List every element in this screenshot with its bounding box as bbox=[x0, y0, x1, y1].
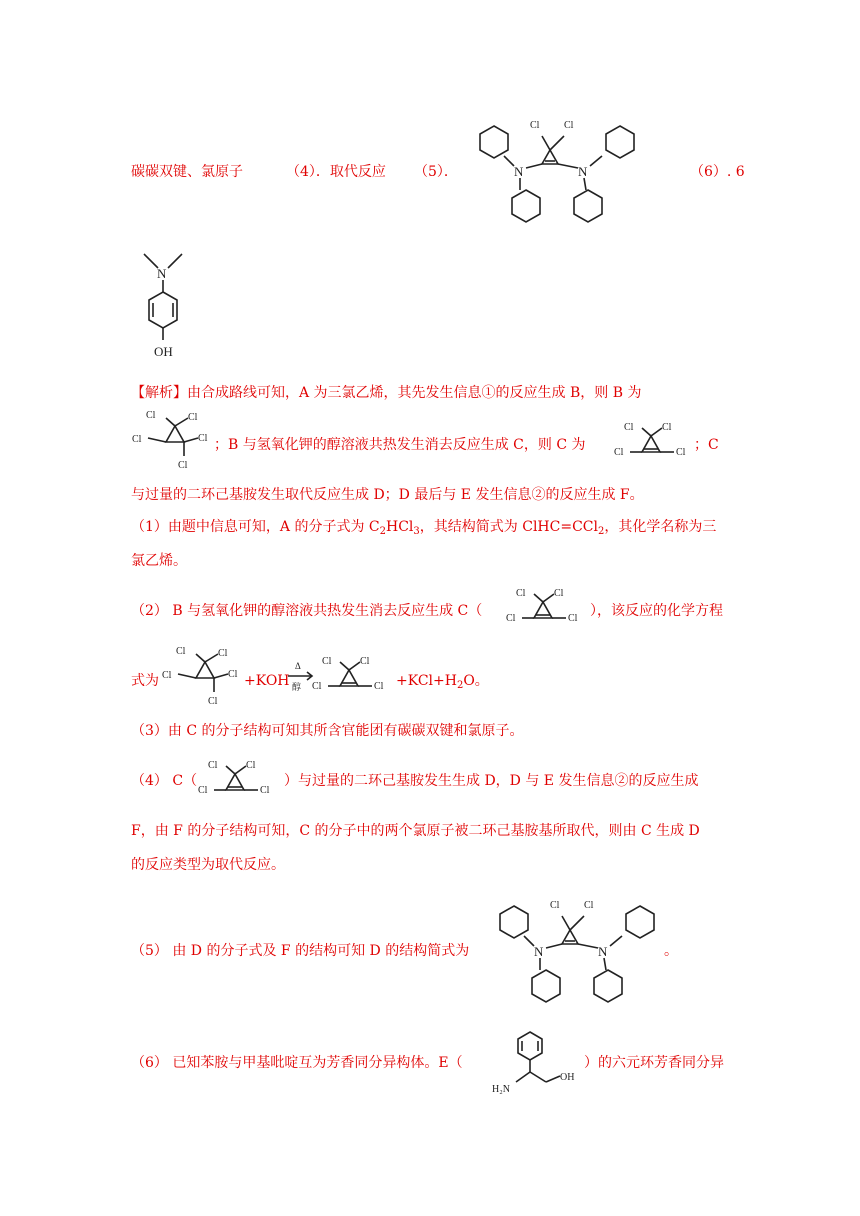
oh-label: OH bbox=[154, 344, 173, 359]
cl-label: Cl bbox=[584, 900, 594, 911]
q1-text-d: ，其化学名称为三 bbox=[604, 519, 717, 535]
subscript: 2 bbox=[598, 526, 605, 537]
answer-4: （4）．取代反应 bbox=[286, 164, 386, 180]
q4-line-1a: （4） C（ bbox=[131, 773, 198, 789]
q2-koh: +KOH bbox=[244, 673, 290, 689]
cl-label: Cl bbox=[676, 447, 686, 458]
q6-line-1b: ）的六元环芳香同分异 bbox=[584, 1055, 724, 1071]
structure-c bbox=[612, 422, 692, 464]
n-label: N bbox=[534, 944, 544, 959]
cl-label: Cl bbox=[568, 613, 578, 624]
q2-products bbox=[396, 672, 489, 690]
structure-b bbox=[130, 408, 214, 472]
subscript: 2 bbox=[456, 680, 464, 691]
h2n-label: H₂N bbox=[492, 1084, 510, 1095]
n-label: N bbox=[514, 164, 524, 179]
n-label: N bbox=[578, 164, 588, 179]
n-label: N bbox=[157, 266, 167, 281]
q5-text: （5） 由 D 的分子式及 F 的结构可知 D 的结构简式为 bbox=[131, 943, 470, 959]
cl-label: Cl bbox=[208, 760, 218, 771]
answer-6: （6）. 6 bbox=[690, 164, 745, 180]
cl-label: Cl bbox=[360, 656, 370, 667]
cl-label: Cl bbox=[146, 410, 156, 421]
cl-label: Cl bbox=[506, 613, 516, 624]
cl-label: Cl bbox=[132, 434, 142, 445]
cl-label: Cl bbox=[662, 422, 672, 433]
cl-label: Cl bbox=[178, 460, 188, 471]
q1-text-c: ，其结构简式为 ClHC=CCl bbox=[419, 519, 598, 535]
structure-b-equation bbox=[160, 644, 244, 708]
structure-d-answer bbox=[488, 886, 668, 1012]
q1-line-2: 氯乙烯。 bbox=[131, 553, 187, 569]
structure-e bbox=[488, 1028, 584, 1098]
cl-label: Cl bbox=[554, 588, 564, 599]
q2-line-1b: ），该反应的化学方程 bbox=[590, 603, 723, 619]
cl-label: Cl bbox=[208, 696, 218, 707]
cl-label: Cl bbox=[228, 669, 238, 680]
q3-text: （3）由 C 的分子结构可知其所含官能团有碳碳双键和氯原子。 bbox=[131, 723, 524, 739]
q1-line-1 bbox=[131, 518, 716, 536]
n-label: N bbox=[598, 944, 608, 959]
cl-label: Cl bbox=[530, 120, 540, 131]
q2-products-a: +KCl+H bbox=[396, 673, 457, 689]
cl-label: Cl bbox=[198, 785, 208, 796]
q2-line-2a: 式为 bbox=[131, 673, 159, 689]
answer-5-label: （5）． bbox=[414, 164, 458, 180]
q4-line-1b: ）与过量的二环己基胺发生生成 D，D 与 E 发生信息②的反应生成 bbox=[284, 773, 699, 789]
analysis-bracket: 【解析】 bbox=[131, 385, 187, 401]
cl-label: Cl bbox=[374, 681, 384, 692]
structure-f bbox=[136, 248, 196, 364]
cl-label: Cl bbox=[176, 646, 186, 657]
q1-text-a: （1）由题中信息可知，A 的分子式为 C bbox=[131, 519, 380, 535]
structure-d-top bbox=[468, 106, 648, 232]
oh-label: OH bbox=[560, 1072, 575, 1083]
structure-c-q2 bbox=[504, 588, 584, 630]
cl-label: Cl bbox=[550, 900, 560, 911]
structure-c-product bbox=[310, 656, 390, 698]
analysis-text-1: 由合成路线可知，A 为三氯乙烯，其先发生信息①的反应生成 B，则 B 为 bbox=[187, 385, 642, 401]
analysis-line-1 bbox=[131, 384, 642, 402]
cl-label: Cl bbox=[260, 785, 270, 796]
subscript: 2 bbox=[379, 526, 387, 537]
analysis-line-3: 与过量的二环己基胺发生取代反应生成 D；D 最后与 E 发生信息②的反应生成 F。 bbox=[131, 487, 644, 503]
analysis-line-2a: ；B 与氢氧化钾的醇溶液共热发生消去反应生成 C，则 C 为 bbox=[214, 437, 586, 453]
cl-label: Cl bbox=[614, 447, 624, 458]
answer-3-tail: 碳碳双键、氯原子 bbox=[131, 164, 243, 180]
q5-end: 。 bbox=[664, 943, 678, 959]
q1-text-b: HCl bbox=[386, 519, 414, 535]
subscript: 3 bbox=[413, 526, 420, 537]
cl-label: Cl bbox=[198, 433, 208, 444]
delta-label: Δ bbox=[295, 661, 301, 671]
cl-label: Cl bbox=[312, 681, 322, 692]
cl-label: Cl bbox=[564, 120, 574, 131]
cl-label: Cl bbox=[218, 648, 228, 659]
q6-line-1a: （6） 已知苯胺与甲基吡啶互为芳香同分异构体。E（ bbox=[131, 1055, 463, 1071]
alcohol-label: 醇 bbox=[292, 682, 302, 692]
cl-label: Cl bbox=[188, 412, 198, 423]
q4-line-3: 的反应类型为取代反应。 bbox=[131, 857, 285, 873]
cl-label: Cl bbox=[322, 656, 332, 667]
cl-label: Cl bbox=[624, 422, 634, 433]
cl-label: Cl bbox=[516, 588, 526, 599]
cl-label: Cl bbox=[246, 760, 256, 771]
analysis-line-2b: ；C bbox=[694, 437, 719, 453]
cl-label: Cl bbox=[162, 670, 172, 681]
q4-line-2: F，由 F 的分子结构可知，C 的分子中的两个氯原子被二环己基胺基所取代，则由 C 生成 D bbox=[131, 823, 700, 839]
structure-c-q4 bbox=[196, 760, 276, 802]
q2-line-1a: （2） B 与氢氧化钾的醇溶液共热发生消去反应生成 C（ bbox=[131, 603, 483, 619]
q2-products-b: O。 bbox=[463, 673, 489, 689]
